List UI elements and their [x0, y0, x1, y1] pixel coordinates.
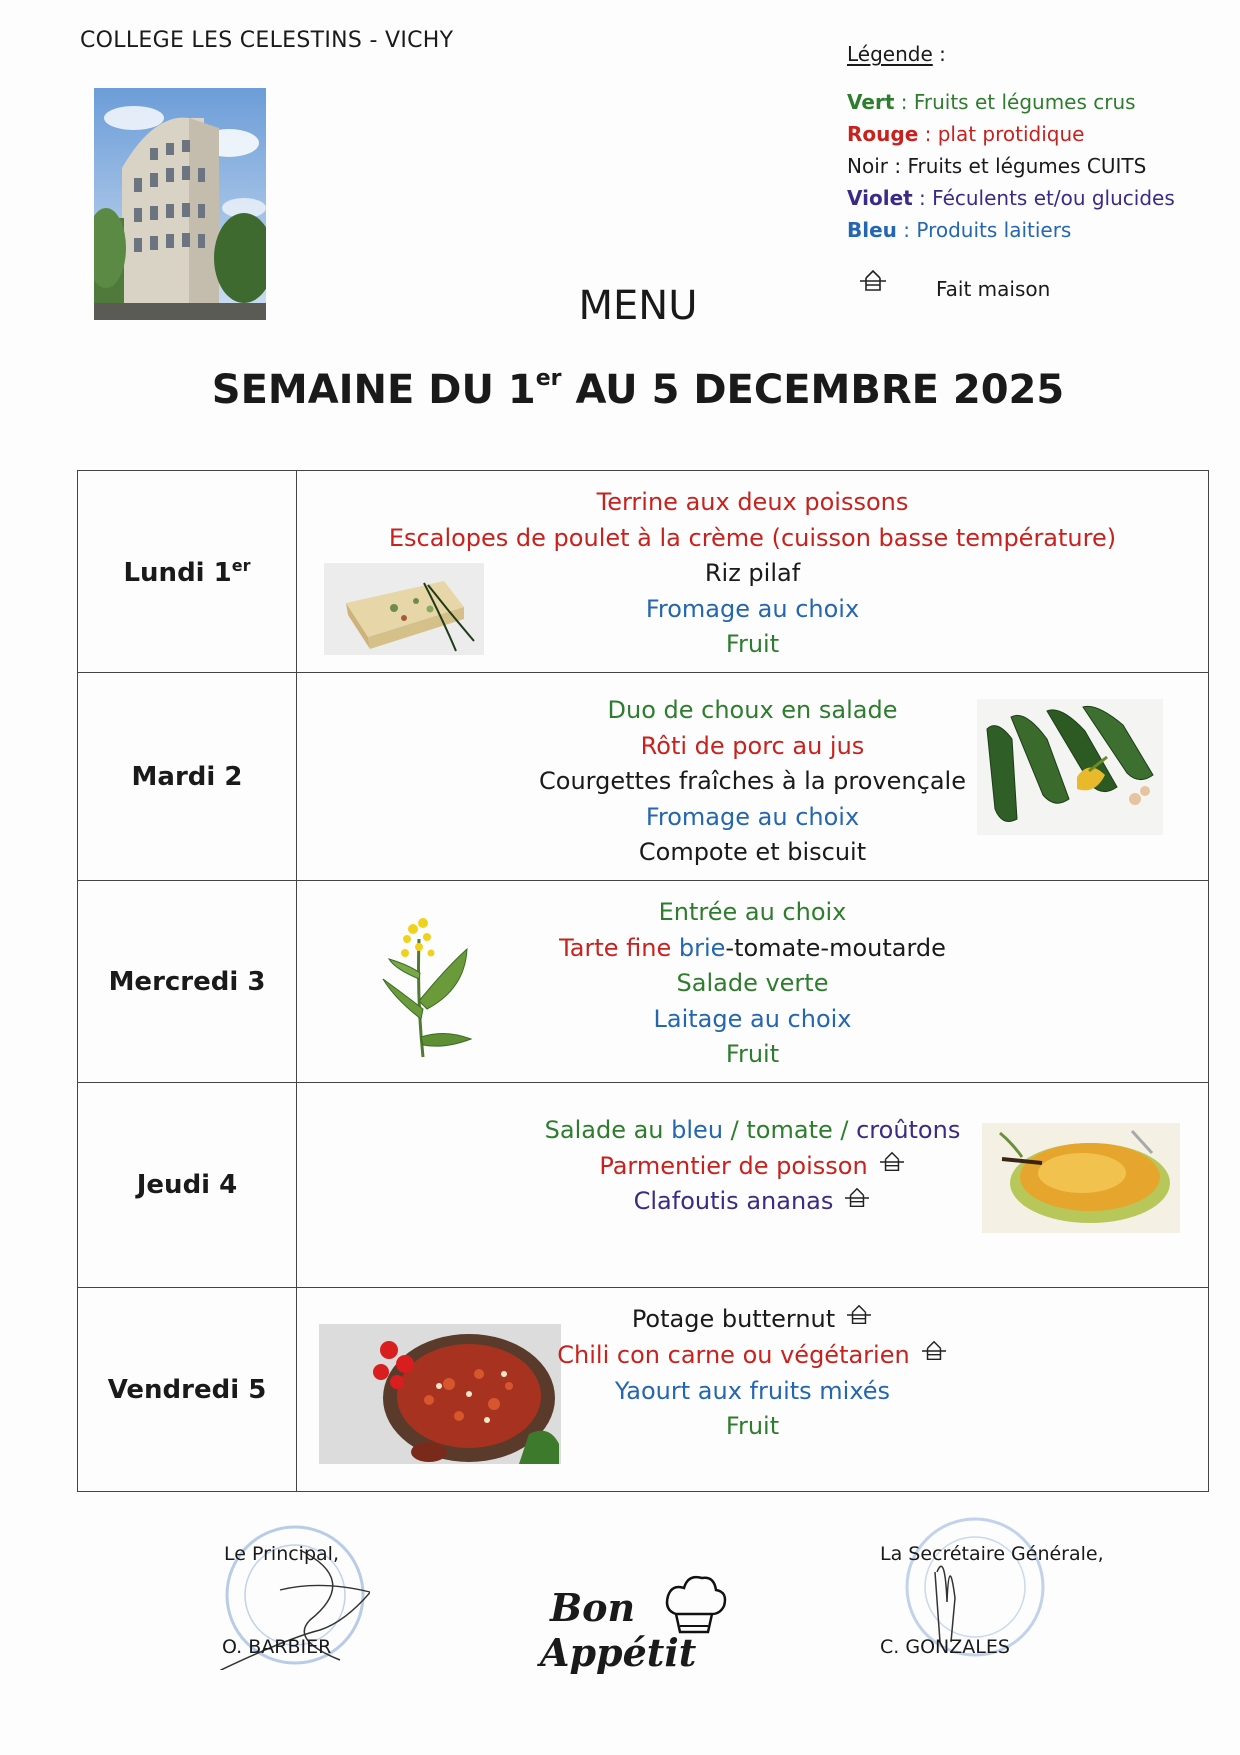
dish-line	[297, 627, 1208, 663]
day-row	[78, 471, 1209, 673]
dish-line	[297, 835, 1208, 871]
dish-text: Escalopes de poulet à la crème (cuisson basse température)	[388, 523, 1117, 552]
dish-text: Terrine aux deux poissons	[596, 488, 909, 516]
dish-text: Laitage au choix	[653, 1004, 852, 1033]
dish-line	[297, 1149, 1208, 1185]
dish-text: Courgettes fraîches à la provençale	[539, 767, 966, 795]
dish-line	[297, 592, 1208, 628]
legend-key: Rouge	[847, 122, 919, 146]
menu-table	[77, 470, 1209, 1492]
dish-text: Potage butternut	[631, 1305, 836, 1333]
page-title: MENU	[578, 283, 698, 329]
dish-list	[297, 1113, 1208, 1220]
dish-text: -tomate-moutarde	[725, 933, 946, 962]
legend-item	[847, 186, 1175, 210]
dish-text: brie	[678, 933, 726, 962]
dish-line	[297, 556, 1208, 592]
dish-line	[297, 1002, 1208, 1038]
dish-text: Riz pilaf	[704, 559, 801, 587]
principal-name: O. BARBIER	[222, 1636, 332, 1658]
dish-cell	[297, 1288, 1209, 1492]
dish-line	[297, 1409, 1208, 1445]
dish-text: Chili con carne ou végétarien	[557, 1340, 910, 1369]
dish-text: Salade verte	[676, 969, 829, 997]
week-title: SEMAINE DU 1er AU 5 DECEMBRE 2025	[211, 366, 1065, 413]
legend-desc: : Féculents et/ou glucides	[912, 186, 1175, 210]
dish-line	[297, 1037, 1208, 1073]
legend-item	[847, 122, 1084, 146]
school-name: COLLEGE LES CELESTINS - VICHY	[80, 28, 454, 53]
dish-line	[297, 1338, 1208, 1374]
dish-text: Tarte fine	[559, 933, 679, 962]
dish-list	[297, 895, 1208, 1073]
day-label: Mercredi 3	[78, 881, 297, 1083]
dish-list	[297, 1302, 1208, 1445]
legend-key: Noir	[847, 154, 888, 178]
dish-text: Rôti de porc au jus	[640, 731, 865, 760]
dish-line	[297, 895, 1208, 931]
dish-line	[297, 931, 1208, 967]
dish-cell	[297, 1083, 1209, 1288]
dish-line	[297, 521, 1208, 557]
dish-line	[297, 1374, 1208, 1410]
dish-text: Fromage au choix	[645, 802, 860, 831]
dish-line	[297, 966, 1208, 1002]
principal-label: Le Principal,	[224, 1543, 339, 1565]
day-row	[78, 1083, 1209, 1288]
dish-text: Clafoutis ananas	[633, 1187, 834, 1216]
dish-text: Fruit	[725, 1412, 780, 1440]
dish-cell	[297, 673, 1209, 881]
dish-cell	[297, 881, 1209, 1083]
legend-desc: : plat protidique	[918, 122, 1085, 146]
dish-line	[297, 485, 1208, 521]
legend-item	[847, 90, 1136, 114]
dish-text: et biscuit	[755, 838, 867, 866]
dish-cell	[297, 471, 1209, 673]
dish-text: bleu	[671, 1116, 724, 1144]
dish-text: Compote	[638, 838, 756, 866]
dish-line	[297, 693, 1208, 729]
chef-hat-icon	[662, 1570, 728, 1642]
dish-text: Fruit	[725, 1040, 780, 1068]
dish-text: Salade au	[544, 1116, 672, 1144]
day-label: Jeudi 4	[78, 1083, 297, 1288]
day-label: Vendredi 5	[78, 1288, 297, 1492]
house-icon	[920, 1338, 948, 1374]
dish-text: Yaourt aux fruits mixés	[614, 1376, 891, 1405]
dish-text: Entrée au choix	[658, 898, 847, 926]
house-icon	[878, 1149, 906, 1185]
dish-text: Parmentier de poisson	[599, 1151, 868, 1180]
bon-appetit-bon: Bon	[550, 1585, 636, 1630]
homemade-label: Fait maison	[936, 277, 1051, 301]
dish-text: Duo de choux en salade	[607, 696, 898, 724]
dish-line	[297, 1113, 1208, 1149]
secretary-label: La Secrétaire Générale,	[880, 1543, 1104, 1565]
dish-text: croûtons	[856, 1116, 961, 1144]
day-row	[78, 673, 1209, 881]
bon-appetit-appetit: Appétit	[540, 1630, 697, 1675]
dish-list	[297, 693, 1208, 871]
legend-key: Violet	[847, 186, 913, 210]
dish-line	[297, 1184, 1208, 1220]
day-row	[78, 881, 1209, 1083]
house-icon	[843, 1185, 871, 1221]
dish-line	[297, 764, 1208, 800]
dish-line	[297, 1302, 1208, 1338]
day-row	[78, 1288, 1209, 1492]
legend-item	[847, 154, 1146, 178]
legend-desc: : Fruits et légumes CUITS	[887, 154, 1147, 178]
dish-text: / tomate /	[723, 1116, 857, 1144]
legend-desc: : Fruits et légumes crus	[894, 90, 1136, 114]
dish-text: Fruit	[725, 630, 780, 658]
day-label: Mardi 2	[78, 673, 297, 881]
dish-line	[297, 729, 1208, 765]
house-icon	[845, 1302, 873, 1338]
legend-key: Bleu	[847, 218, 897, 242]
legend-key: Vert	[847, 90, 895, 114]
legend-title: Légende :	[847, 42, 946, 66]
dish-text: Fromage au choix	[645, 594, 860, 623]
dish-list	[297, 485, 1208, 663]
dish-line	[297, 800, 1208, 836]
legend-desc: : Produits laitiers	[896, 218, 1072, 242]
legend-item	[847, 218, 1071, 242]
day-label: Lundi 1er	[78, 471, 297, 673]
secretary-name: C. GONZALES	[880, 1636, 1010, 1658]
